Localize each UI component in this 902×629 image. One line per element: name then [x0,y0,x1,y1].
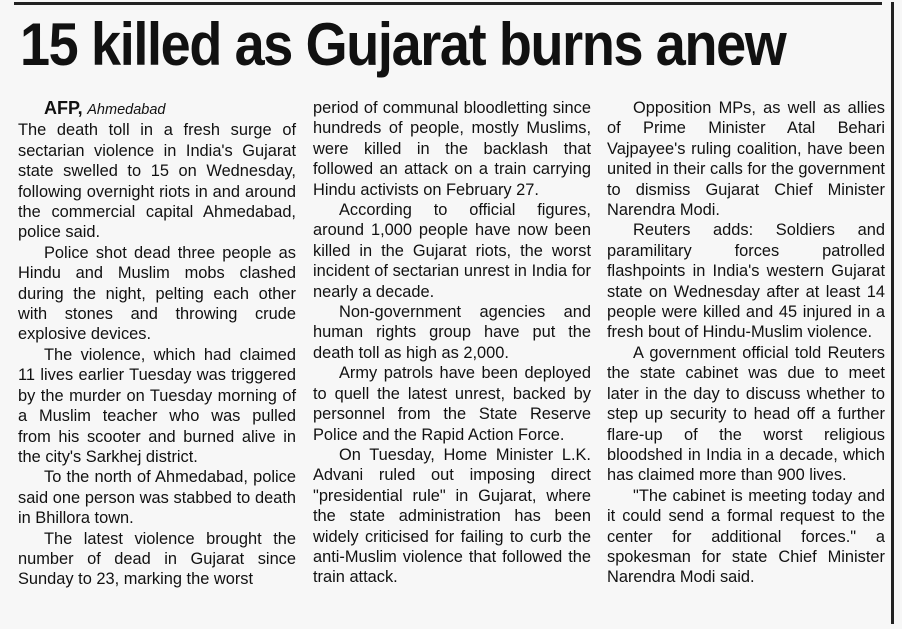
paragraph: Police shot dead three people as Hindu and Muslim mobs clashed during the night, pelting each other with stones and throwing crude explosive devices. [18,243,296,344]
article-column-3 [607,98,885,588]
dateline [18,98,296,120]
agency-credit: AFP, [44,98,83,118]
paragraph: To the north of Ahmedabad, police said one person was stabbed to death in Bhillora town. [18,468,296,528]
headline: 15 killed as Gujarat burns anew [20,11,786,78]
dateline-location: Ahmedabad [87,102,166,118]
article-column-1 [18,98,296,590]
paragraph: Reuters adds: Soldiers and paramilitary forces patrolled flashpoints in India's western Gujarat state on Wednesday after at least 14 people were killed and 45 injured in a fresh bout of Hindu-Muslim violence. [607,221,885,342]
paragraph: A government official told Reuters the state cabinet was due to meet later in the day to discuss whether to step up security to head off a further flare-up of the worst religious bloodshed in India in a decade, which has claimed more than 900 lives. [607,343,885,485]
paragraph: Army patrols have been deployed to quell the latest unrest, backed by personnel from the State Reserve Police and the Rapid Action Force. [313,364,591,444]
top-rule [14,2,882,5]
paragraph: The death toll in a fresh surge of sectarian violence in India's Gujarat state swelled to 15 on Wednesday, following overnight riots in and around the commercial capital Ahmedabad, police said. [18,121,296,242]
paragraph: Opposition MPs, as well as allies of Prime Minister Atal Behari Vajpayee's ruling coalition, have been united in their calls for the government to dismiss Gujarat Chief Minister Narendra Modi. [607,99,885,220]
paragraph: On Tuesday, Home Minister L.K. Advani ruled out imposing direct "presidential rule" in Gujarat, where the state administration has been widely criticised for failing to curb the anti-Muslim violence that followed the train attack. [313,445,591,587]
paragraph: Non-government agencies and human rights group have put the death toll as high as 2,000. [313,303,591,362]
paragraph: "The cabinet is meeting today and it could send a formal request to the center for additional forces." a spokesman for state Chief Minister Narendra Modi said. [607,486,885,587]
paragraph: The violence, which had claimed 11 lives earlier Tuesday was triggered by the murder on Tuesday morning of a Muslim teacher who was pulled from his scooter and burned alive in the city's Sarkhej district. [18,345,296,466]
article-column-2 [313,98,591,588]
right-column-rule [891,2,894,624]
paragraph: The latest violence brought the number of dead in Gujarat since Sunday to 23, marking the worst [18,529,296,589]
paragraph: According to official figures, around 1,000 people have now been killed in the Gujarat riots, the worst incident of sectarian unrest in India for nearly a decade. [313,201,591,301]
paragraph: period of communal bloodletting since hundreds of people, mostly Muslims, were killed in the backlash that followed an attack on a train carrying Hindu activists on February 27. [313,99,591,199]
